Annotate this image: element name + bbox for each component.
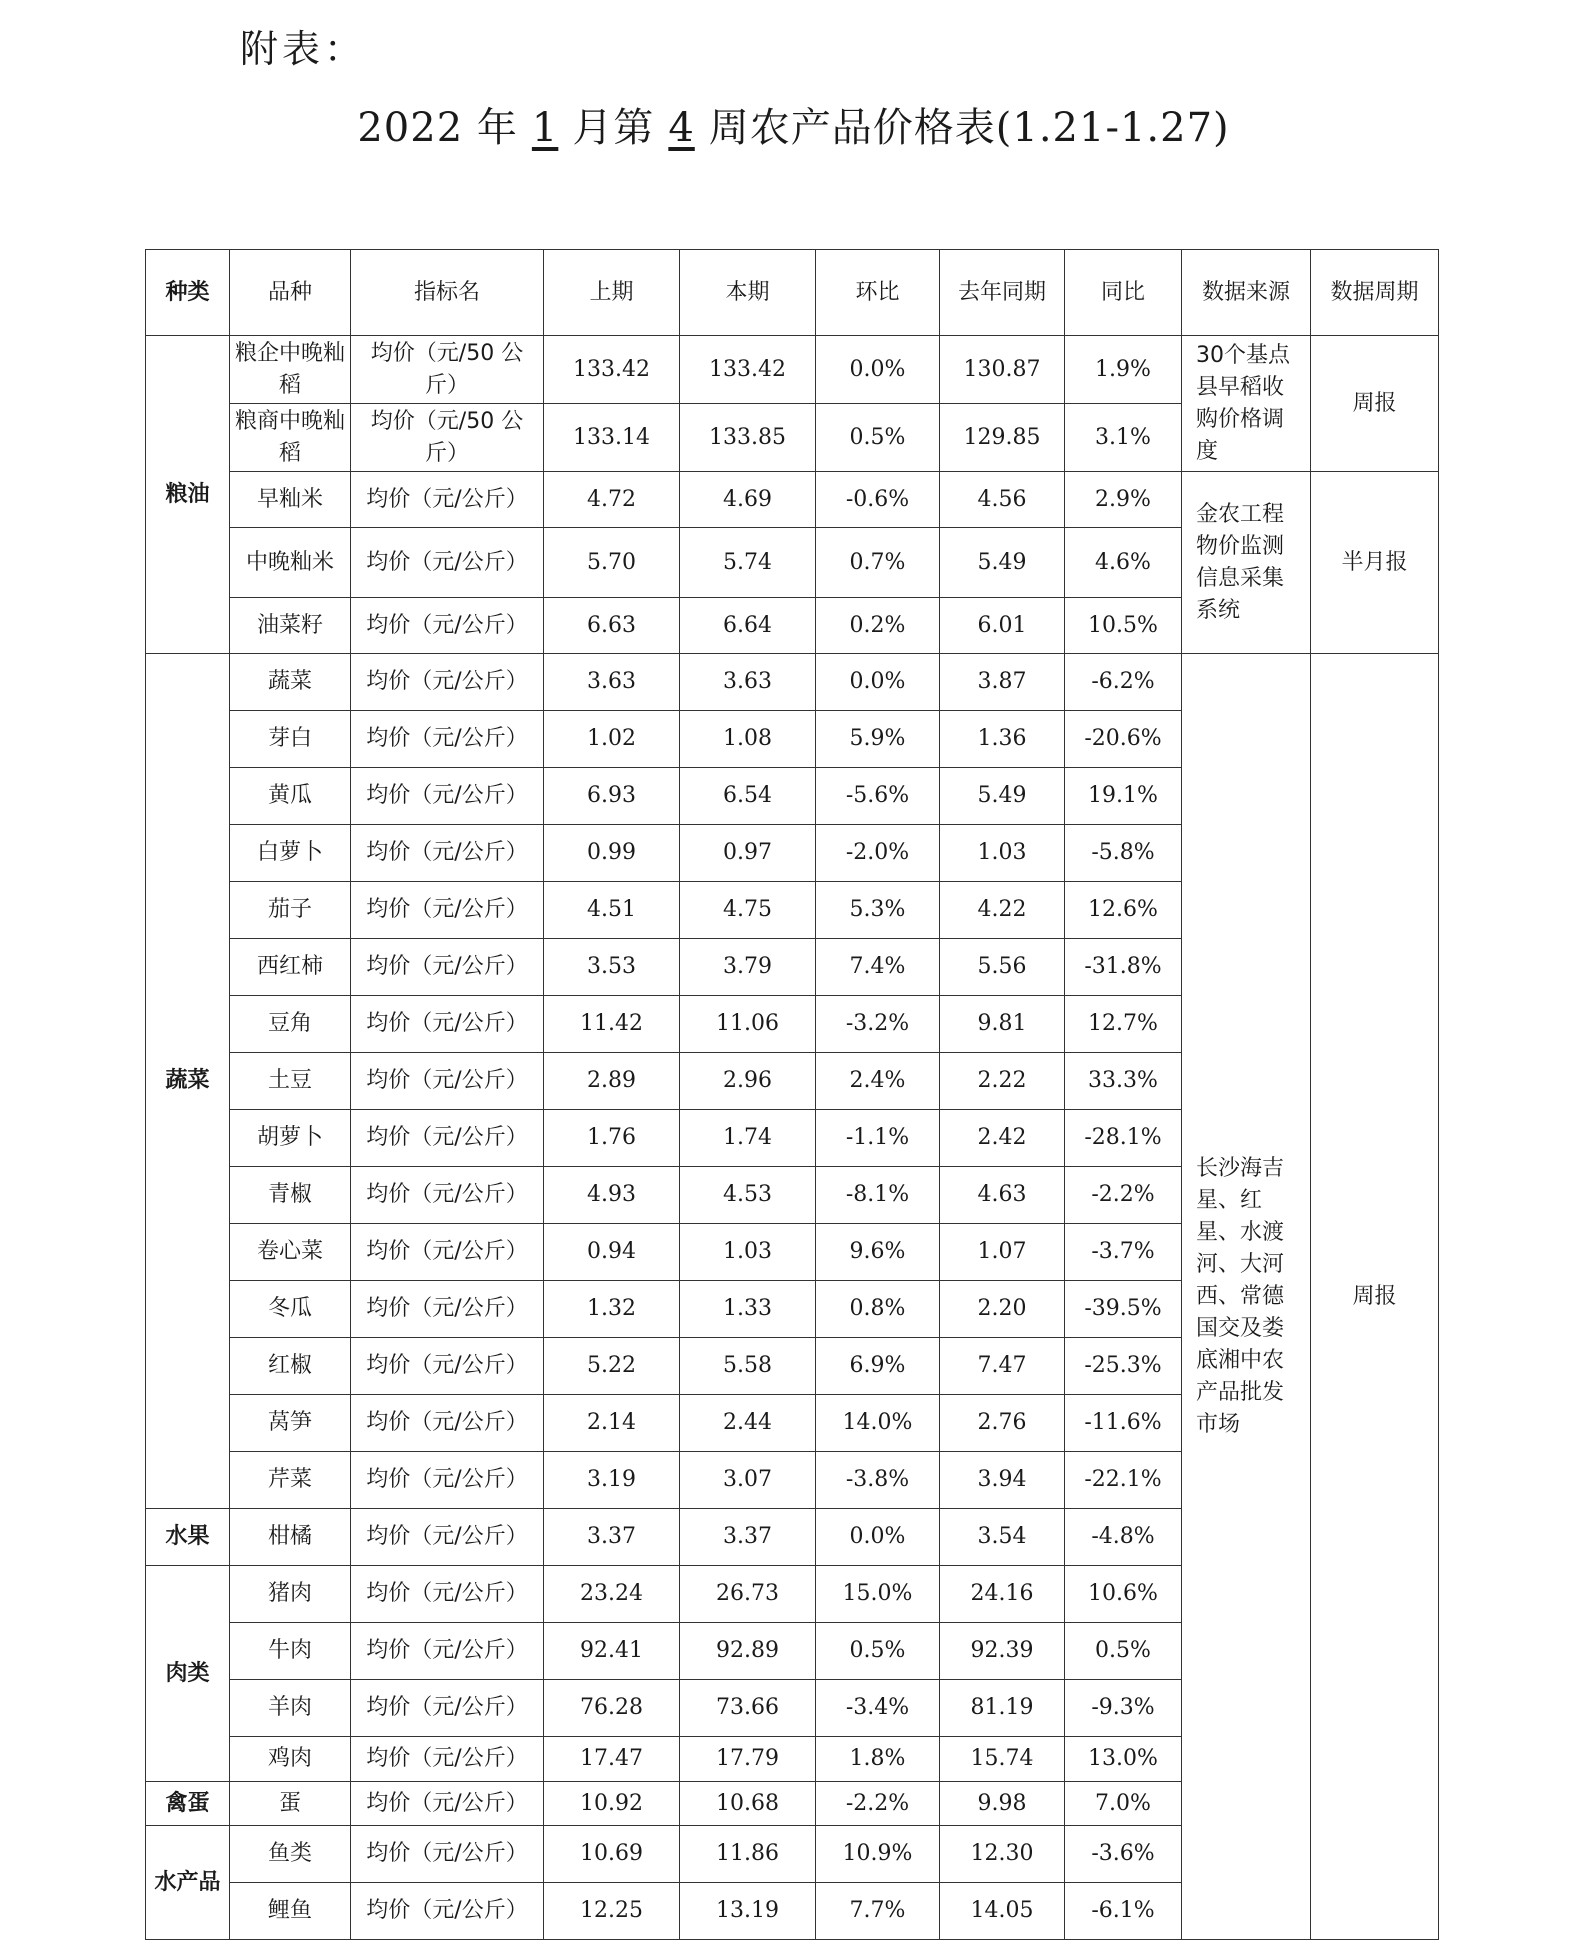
mom-cell: 5.9%	[816, 711, 940, 768]
annex-label: 附表：	[240, 27, 367, 71]
variety-cell: 胡萝卜	[230, 1110, 351, 1167]
prev-cell: 6.63	[544, 598, 680, 654]
variety-cell: 西红柿	[230, 939, 351, 996]
category-cell: 禽蛋	[146, 1782, 230, 1826]
indicator-cell: 均价（元/公斤）	[351, 598, 544, 654]
variety-cell: 蛋	[230, 1782, 351, 1826]
indicator-cell: 均价（元/公斤）	[351, 768, 544, 825]
header-indicator: 指标名	[351, 250, 544, 336]
mom-cell: 5.3%	[816, 882, 940, 939]
indicator-cell: 均价（元/公斤）	[351, 1826, 544, 1883]
curr-cell: 4.69	[680, 472, 816, 528]
curr-cell: 1.33	[680, 1281, 816, 1338]
last-year-cell: 9.98	[940, 1782, 1065, 1826]
prev-cell: 10.69	[544, 1826, 680, 1883]
mom-cell: -0.6%	[816, 472, 940, 528]
prev-cell: 4.93	[544, 1167, 680, 1224]
last-year-cell: 5.56	[940, 939, 1065, 996]
category-cell: 蔬菜	[146, 654, 230, 1509]
variety-cell: 芽白	[230, 711, 351, 768]
indicator-cell: 均价（元/公斤）	[351, 1452, 544, 1509]
prev-cell: 2.89	[544, 1053, 680, 1110]
mom-cell: -1.1%	[816, 1110, 940, 1167]
indicator-cell: 均价（元/公斤）	[351, 1623, 544, 1680]
title-suffix: 周农产品价格表(1.21-1.27)	[708, 105, 1230, 151]
source-cell: 金农工程物价监测信息采集系统	[1182, 472, 1311, 654]
mom-cell: 1.8%	[816, 1737, 940, 1782]
mom-cell: 0.5%	[816, 1623, 940, 1680]
mom-cell: -5.6%	[816, 768, 940, 825]
title-month: 1	[531, 105, 559, 151]
variety-cell: 红椒	[230, 1338, 351, 1395]
prev-cell: 6.93	[544, 768, 680, 825]
last-year-cell: 129.85	[940, 404, 1065, 472]
source-cell: 30个基点县早稻收购价格调度	[1182, 336, 1311, 472]
prev-cell: 10.92	[544, 1782, 680, 1826]
prev-cell: 3.37	[544, 1509, 680, 1566]
prev-cell: 76.28	[544, 1680, 680, 1737]
mom-cell: 0.8%	[816, 1281, 940, 1338]
yoy-cell: -3.7%	[1065, 1224, 1182, 1281]
mom-cell: 7.4%	[816, 939, 940, 996]
yoy-cell: 1.9%	[1065, 336, 1182, 404]
indicator-cell: 均价（元/公斤）	[351, 1338, 544, 1395]
variety-cell: 羊肉	[230, 1680, 351, 1737]
curr-cell: 4.75	[680, 882, 816, 939]
last-year-cell: 15.74	[940, 1737, 1065, 1782]
indicator-cell: 均价（元/公斤）	[351, 1566, 544, 1623]
yoy-cell: -5.8%	[1065, 825, 1182, 882]
indicator-cell: 均价（元/公斤）	[351, 1680, 544, 1737]
yoy-cell: -6.2%	[1065, 654, 1182, 711]
title-week: 4	[668, 105, 695, 151]
variety-cell: 黄瓜	[230, 768, 351, 825]
mom-cell: -2.0%	[816, 825, 940, 882]
indicator-cell: 均价（元/公斤）	[351, 711, 544, 768]
table-row	[146, 472, 1439, 528]
prev-cell: 4.72	[544, 472, 680, 528]
last-year-cell: 1.03	[940, 825, 1065, 882]
yoy-cell: 4.6%	[1065, 528, 1182, 598]
prev-cell: 2.14	[544, 1395, 680, 1452]
yoy-cell: -3.6%	[1065, 1826, 1182, 1883]
yoy-cell: 7.0%	[1065, 1782, 1182, 1826]
prev-cell: 0.99	[544, 825, 680, 882]
yoy-cell: 12.7%	[1065, 996, 1182, 1053]
mom-cell: 0.5%	[816, 404, 940, 472]
mom-cell: 0.2%	[816, 598, 940, 654]
mom-cell: 2.4%	[816, 1053, 940, 1110]
curr-cell: 3.37	[680, 1509, 816, 1566]
variety-cell: 芹菜	[230, 1452, 351, 1509]
curr-cell: 3.79	[680, 939, 816, 996]
last-year-cell: 2.42	[940, 1110, 1065, 1167]
curr-cell: 6.54	[680, 768, 816, 825]
variety-cell: 粮企中晚籼稻	[230, 336, 351, 404]
last-year-cell: 12.30	[940, 1826, 1065, 1883]
yoy-cell: -28.1%	[1065, 1110, 1182, 1167]
last-year-cell: 130.87	[940, 336, 1065, 404]
yoy-cell: 0.5%	[1065, 1623, 1182, 1680]
curr-cell: 2.44	[680, 1395, 816, 1452]
header-period: 数据周期	[1311, 250, 1439, 336]
last-year-cell: 92.39	[940, 1623, 1065, 1680]
curr-cell: 0.97	[680, 825, 816, 882]
prev-cell: 0.94	[544, 1224, 680, 1281]
variety-cell: 鱼类	[230, 1826, 351, 1883]
variety-cell: 茄子	[230, 882, 351, 939]
curr-cell: 13.19	[680, 1883, 816, 1940]
mom-cell: 6.9%	[816, 1338, 940, 1395]
indicator-cell: 均价（元/公斤）	[351, 1883, 544, 1940]
header-yoy: 同比	[1065, 250, 1182, 336]
variety-cell: 牛肉	[230, 1623, 351, 1680]
yoy-cell: -20.6%	[1065, 711, 1182, 768]
last-year-cell: 5.49	[940, 768, 1065, 825]
variety-cell: 豆角	[230, 996, 351, 1053]
period-cell: 半月报	[1311, 472, 1439, 654]
curr-cell: 4.53	[680, 1167, 816, 1224]
variety-cell: 柑橘	[230, 1509, 351, 1566]
last-year-cell: 1.07	[940, 1224, 1065, 1281]
prev-cell: 3.63	[544, 654, 680, 711]
curr-cell: 5.74	[680, 528, 816, 598]
prev-cell: 1.32	[544, 1281, 680, 1338]
header-variety: 品种	[230, 250, 351, 336]
source-cell: 长沙海吉星、红星、水渡河、大河西、常德国交及娄底湘中农产品批发市场	[1182, 654, 1311, 1940]
indicator-cell: 均价（元/公斤）	[351, 939, 544, 996]
last-year-cell: 81.19	[940, 1680, 1065, 1737]
table-row	[146, 654, 1439, 711]
header-last-year: 去年同期	[940, 250, 1065, 336]
indicator-cell: 均价（元/公斤）	[351, 472, 544, 528]
mom-cell: -3.2%	[816, 996, 940, 1053]
last-year-cell: 3.54	[940, 1509, 1065, 1566]
curr-cell: 3.07	[680, 1452, 816, 1509]
mom-cell: -3.4%	[816, 1680, 940, 1737]
indicator-cell: 均价（元/公斤）	[351, 996, 544, 1053]
yoy-cell: -9.3%	[1065, 1680, 1182, 1737]
mom-cell: 10.9%	[816, 1826, 940, 1883]
variety-cell: 猪肉	[230, 1566, 351, 1623]
curr-cell: 73.66	[680, 1680, 816, 1737]
prev-cell: 92.41	[544, 1623, 680, 1680]
last-year-cell: 7.47	[940, 1338, 1065, 1395]
curr-cell: 1.74	[680, 1110, 816, 1167]
mom-cell: 15.0%	[816, 1566, 940, 1623]
indicator-cell: 均价（元/公斤）	[351, 1737, 544, 1782]
indicator-cell: 均价（元/公斤）	[351, 1110, 544, 1167]
indicator-cell: 均价（元/公斤）	[351, 1509, 544, 1566]
last-year-cell: 3.94	[940, 1452, 1065, 1509]
last-year-cell: 2.20	[940, 1281, 1065, 1338]
curr-cell: 11.86	[680, 1826, 816, 1883]
yoy-cell: 12.6%	[1065, 882, 1182, 939]
mom-cell: 0.0%	[816, 1509, 940, 1566]
prev-cell: 1.76	[544, 1110, 680, 1167]
period-cell: 周报	[1311, 654, 1439, 1940]
page-title	[0, 96, 1587, 153]
indicator-cell: 均价（元/公斤）	[351, 1281, 544, 1338]
yoy-cell: -22.1%	[1065, 1452, 1182, 1509]
prev-cell: 4.51	[544, 882, 680, 939]
prev-cell: 133.42	[544, 336, 680, 404]
header-mom: 环比	[816, 250, 940, 336]
curr-cell: 92.89	[680, 1623, 816, 1680]
prev-cell: 11.42	[544, 996, 680, 1053]
variety-cell: 莴笋	[230, 1395, 351, 1452]
mom-cell: -2.2%	[816, 1782, 940, 1826]
indicator-cell: 均价（元/50 公斤）	[351, 336, 544, 404]
last-year-cell: 2.22	[940, 1053, 1065, 1110]
yoy-cell: 10.6%	[1065, 1566, 1182, 1623]
mom-cell: 9.6%	[816, 1224, 940, 1281]
yoy-cell: 19.1%	[1065, 768, 1182, 825]
table-header-row	[146, 250, 1439, 336]
mom-cell: 0.7%	[816, 528, 940, 598]
last-year-cell: 5.49	[940, 528, 1065, 598]
yoy-cell: -4.8%	[1065, 1509, 1182, 1566]
last-year-cell: 14.05	[940, 1883, 1065, 1940]
prev-cell: 3.19	[544, 1452, 680, 1509]
mom-cell: 0.0%	[816, 336, 940, 404]
indicator-cell: 均价（元/公斤）	[351, 654, 544, 711]
category-cell: 粮油	[146, 336, 230, 654]
header-previous: 上期	[544, 250, 680, 336]
last-year-cell: 4.56	[940, 472, 1065, 528]
curr-cell: 26.73	[680, 1566, 816, 1623]
yoy-cell: -6.1%	[1065, 1883, 1182, 1940]
prev-cell: 3.53	[544, 939, 680, 996]
prev-cell: 23.24	[544, 1566, 680, 1623]
yoy-cell: -25.3%	[1065, 1338, 1182, 1395]
variety-cell: 卷心菜	[230, 1224, 351, 1281]
last-year-cell: 4.63	[940, 1167, 1065, 1224]
last-year-cell: 1.36	[940, 711, 1065, 768]
yoy-cell: -2.2%	[1065, 1167, 1182, 1224]
price-table	[145, 249, 1439, 1940]
variety-cell: 中晚籼米	[230, 528, 351, 598]
prev-cell: 17.47	[544, 1737, 680, 1782]
header-source: 数据来源	[1182, 250, 1311, 336]
curr-cell: 1.08	[680, 711, 816, 768]
indicator-cell: 均价（元/公斤）	[351, 825, 544, 882]
category-cell: 肉类	[146, 1566, 230, 1782]
last-year-cell: 9.81	[940, 996, 1065, 1053]
yoy-cell: 2.9%	[1065, 472, 1182, 528]
curr-cell: 2.96	[680, 1053, 816, 1110]
curr-cell: 1.03	[680, 1224, 816, 1281]
variety-cell: 早籼米	[230, 472, 351, 528]
prev-cell: 133.14	[544, 404, 680, 472]
variety-cell: 青椒	[230, 1167, 351, 1224]
curr-cell: 11.06	[680, 996, 816, 1053]
category-cell: 水产品	[146, 1826, 230, 1940]
yoy-cell: -39.5%	[1065, 1281, 1182, 1338]
indicator-cell: 均价（元/公斤）	[351, 1782, 544, 1826]
curr-cell: 17.79	[680, 1737, 816, 1782]
title-month-suffix: 月第	[572, 105, 655, 151]
variety-cell: 土豆	[230, 1053, 351, 1110]
curr-cell: 6.64	[680, 598, 816, 654]
last-year-cell: 24.16	[940, 1566, 1065, 1623]
indicator-cell: 均价（元/公斤）	[351, 1053, 544, 1110]
prev-cell: 1.02	[544, 711, 680, 768]
indicator-cell: 均价（元/公斤）	[351, 1167, 544, 1224]
yoy-cell: 13.0%	[1065, 1737, 1182, 1782]
prev-cell: 12.25	[544, 1883, 680, 1940]
curr-cell: 3.63	[680, 654, 816, 711]
title-prefix: 2022 年	[357, 105, 518, 151]
prev-cell: 5.22	[544, 1338, 680, 1395]
variety-cell: 蔬菜	[230, 654, 351, 711]
mom-cell: 7.7%	[816, 1883, 940, 1940]
mom-cell: -3.8%	[816, 1452, 940, 1509]
table-row	[146, 336, 1439, 404]
yoy-cell: 33.3%	[1065, 1053, 1182, 1110]
variety-cell: 鸡肉	[230, 1737, 351, 1782]
last-year-cell: 4.22	[940, 882, 1065, 939]
indicator-cell: 均价（元/50 公斤）	[351, 404, 544, 472]
curr-cell: 133.42	[680, 336, 816, 404]
variety-cell: 粮商中晚籼稻	[230, 404, 351, 472]
header-category: 种类	[146, 250, 230, 336]
last-year-cell: 2.76	[940, 1395, 1065, 1452]
yoy-cell: -31.8%	[1065, 939, 1182, 996]
header-current: 本期	[680, 250, 816, 336]
curr-cell: 5.58	[680, 1338, 816, 1395]
last-year-cell: 3.87	[940, 654, 1065, 711]
indicator-cell: 均价（元/公斤）	[351, 1395, 544, 1452]
yoy-cell: -11.6%	[1065, 1395, 1182, 1452]
variety-cell: 鲤鱼	[230, 1883, 351, 1940]
yoy-cell: 3.1%	[1065, 404, 1182, 472]
yoy-cell: 10.5%	[1065, 598, 1182, 654]
mom-cell: 14.0%	[816, 1395, 940, 1452]
variety-cell: 白萝卜	[230, 825, 351, 882]
period-cell: 周报	[1311, 336, 1439, 472]
mom-cell: -8.1%	[816, 1167, 940, 1224]
variety-cell: 冬瓜	[230, 1281, 351, 1338]
curr-cell: 133.85	[680, 404, 816, 472]
indicator-cell: 均价（元/公斤）	[351, 528, 544, 598]
category-cell: 水果	[146, 1509, 230, 1566]
indicator-cell: 均价（元/公斤）	[351, 882, 544, 939]
last-year-cell: 6.01	[940, 598, 1065, 654]
prev-cell: 5.70	[544, 528, 680, 598]
variety-cell: 油菜籽	[230, 598, 351, 654]
mom-cell: 0.0%	[816, 654, 940, 711]
indicator-cell: 均价（元/公斤）	[351, 1224, 544, 1281]
curr-cell: 10.68	[680, 1782, 816, 1826]
